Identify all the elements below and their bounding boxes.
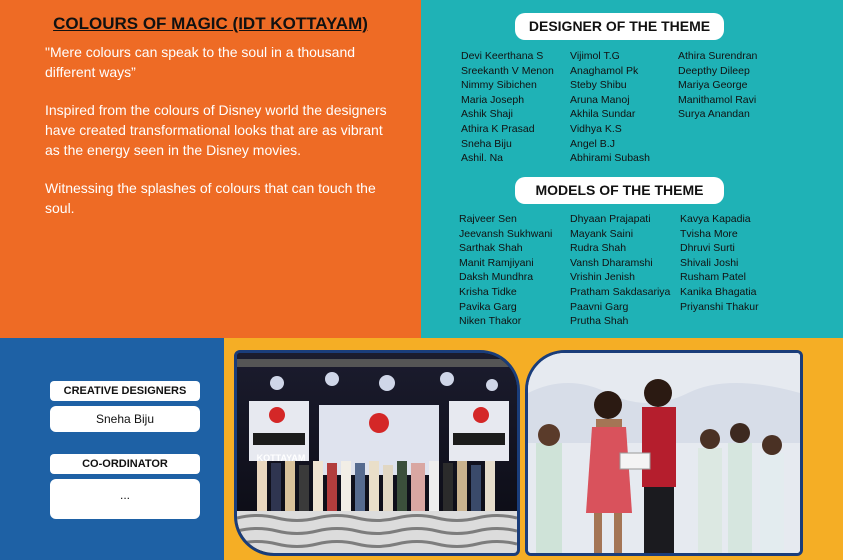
model-name: Niken Thakor	[459, 315, 522, 328]
models-heading: MODELS OF THE THEME	[515, 177, 724, 204]
models-column-1	[459, 212, 552, 329]
creative-designers-value: Sneha Biju	[50, 406, 200, 432]
model-name: Priyanshi Thakur	[680, 300, 759, 313]
model-name: Tvisha More	[680, 227, 738, 240]
stage-group-photo	[234, 350, 520, 556]
model-name: Daksh Mundhra	[459, 271, 534, 284]
designer-name: Sreekanth V Menon	[461, 64, 554, 77]
theme-quote: "Mere colours can speak to the soul in a thousand different ways”	[45, 44, 356, 80]
designer-name: Ashik Shaji	[461, 108, 513, 121]
designer-name: Nimmy Sibichen	[461, 79, 537, 92]
designers-column-2	[570, 49, 650, 166]
model-name: Rajveer Sen	[459, 213, 517, 225]
photos-panel	[224, 338, 843, 560]
model-name: Mayank Saini	[570, 227, 634, 240]
theme-description-panel	[0, 0, 421, 338]
stage-banner-text: KOTTAYAM	[256, 453, 306, 463]
coordinator-label: CO-ORDINATOR	[50, 454, 200, 474]
designer-name: Athira Surendran	[678, 50, 758, 62]
designer-name: Manithamol Ravi	[678, 93, 757, 106]
models-column-2	[570, 212, 670, 329]
designer-name: Vidhya K.S	[570, 122, 622, 135]
model-name: Prutha Shah	[570, 315, 629, 328]
coordinator-value: ...	[50, 479, 200, 519]
designers-column-1	[461, 49, 554, 166]
theme-inspiration: Inspired from the colours of Disney world the designers have created transformational looks that are as vibrant as the energy seen in the Disney movies.	[45, 102, 387, 158]
page-title: COLOURS OF MAGIC (IDT KOTTAYAM)	[53, 14, 368, 33]
designer-name: Angel B.J	[570, 137, 615, 150]
award-presentation-photo	[525, 350, 803, 556]
model-name: Jeevansh Sukhwani	[459, 227, 553, 240]
model-name: Manit Ramjiyani	[459, 256, 534, 269]
model-name: Pavika Garg	[459, 300, 517, 313]
model-name: Krisha Tidke	[459, 285, 517, 298]
model-name: Dhruvi Surti	[680, 242, 735, 255]
models-column-3	[680, 212, 759, 314]
model-name: Vrishin Jenish	[570, 271, 635, 284]
model-name: Kavya Kapadia	[680, 213, 751, 225]
designers-column-3	[678, 49, 757, 122]
model-name: Pratham Sakdasariya	[570, 285, 671, 298]
designer-name: Abhirami Subash	[570, 152, 650, 165]
designer-name: Athira K Prasad	[461, 122, 535, 135]
designer-name: Maria Joseph	[461, 93, 525, 106]
designer-name: Devi Keerthana S	[461, 50, 544, 62]
designer-name: Aruna Manoj	[570, 93, 630, 106]
model-name: Sarthak Shah	[459, 242, 523, 255]
model-name: Kanika Bhagatia	[680, 285, 757, 298]
theme-closing: Witnessing the splashes of colours that can touch the soul.	[45, 180, 376, 216]
creative-designers-label: CREATIVE DESIGNERS	[50, 381, 200, 401]
designer-name: Akhila Sundar	[570, 108, 636, 121]
designer-name: Vijimol T.G	[570, 50, 620, 62]
staff-credits-panel	[0, 338, 224, 560]
credits-names-panel	[421, 0, 843, 338]
model-name: Shivali Joshi	[680, 256, 739, 269]
designer-name: Surya Anandan	[678, 108, 750, 121]
designer-name: Ashil. Na	[461, 152, 504, 165]
designers-heading: DESIGNER OF THE THEME	[515, 13, 724, 40]
model-name: Rudra Shah	[570, 242, 627, 255]
model-name: Rusham Patel	[680, 271, 746, 284]
model-name: Vansh Dharamshi	[570, 256, 653, 269]
designer-name: Steby Shibu	[570, 79, 627, 92]
model-name: Dhyaan Prajapati	[570, 213, 651, 225]
designer-name: Mariya George	[678, 79, 748, 92]
designer-name: Anaghamol Pk	[570, 64, 639, 77]
model-name: Paavni Garg	[570, 300, 629, 313]
designer-name: Sneha Biju	[461, 137, 512, 150]
designer-name: Deepthy Dileep	[678, 64, 750, 77]
